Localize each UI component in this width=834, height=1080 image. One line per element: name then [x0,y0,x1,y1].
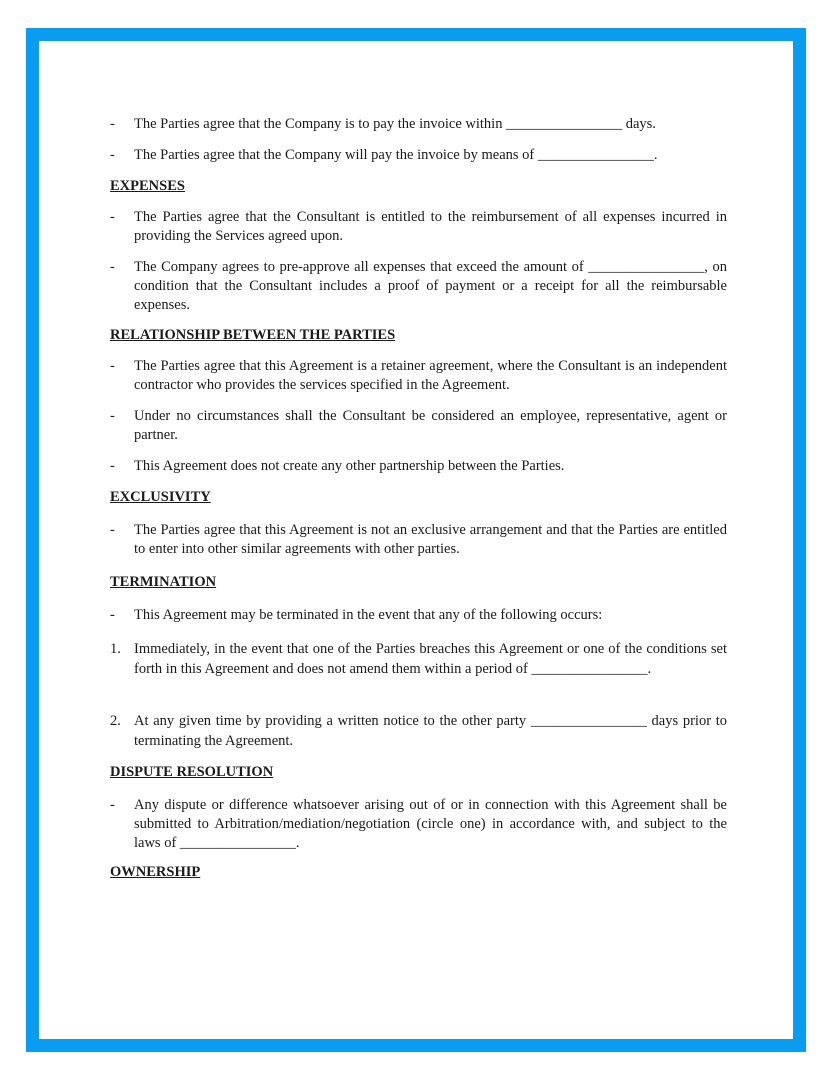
termination-item-1 [110,639,727,679]
paragraph-text: Under no circumstances shall the Consultant be considered an employee, representative, agent or partner. [134,408,727,443]
paragraph-text: This Agreement does not create any other partnership between the Parties. [134,458,565,474]
payment-method [110,146,727,165]
paragraph-text: Any dispute or difference whatsoever arising out of or in connection with this Agreement shall be submitted to Arbitration/mediation/negotiation (circle one) in accordance with, and subject to the laws of ________________. [134,797,727,851]
expenses-preapproval [110,258,727,315]
paragraph-text: This Agreement may be terminated in the event that any of the following occurs: [134,607,603,623]
relationship-no-partnership [110,457,727,476]
bullet-marker: - [110,358,115,374]
bullet-marker: - [110,259,115,275]
heading-ownership: OWNERSHIP [110,864,201,880]
relationship-retainer [110,357,727,395]
dispute-resolution-text [110,796,727,853]
bullet-marker: - [110,147,115,163]
exclusivity-text [110,521,727,559]
bullet-marker: - [110,408,115,424]
bullet-marker: - [110,797,115,813]
number-marker: 1. [110,641,121,657]
paragraph-text: The Parties agree that the Company will pay the invoice by means of ________________. [134,147,658,163]
termination-item-2 [110,711,727,751]
bullet-marker: - [110,209,115,225]
payment-terms-days [110,115,727,134]
bullet-marker: - [110,458,115,474]
heading-expenses: EXPENSES [110,178,185,194]
bullet-marker: - [110,607,115,623]
paragraph-text: The Parties agree that the Consultant is entitled to the reimbursement of all expenses incurred in providing the Services agreed upon. [134,209,727,244]
paragraph-text: The Parties agree that the Company is to pay the invoice within ________________ days. [134,116,656,132]
paragraph-text: The Company agrees to pre-approve all expenses that exceed the amount of ________________, on condition that the Consultant includes a proof of payment or a receipt for all the reimbursable expenses. [134,259,727,313]
heading-relationship: RELATIONSHIP BETWEEN THE PARTIES [110,327,396,343]
heading-termination: TERMINATION [110,574,217,590]
heading-exclusivity: EXCLUSIVITY [110,489,211,505]
bullet-marker: - [110,116,115,132]
relationship-not-employee [110,407,727,445]
paragraph-text: The Parties agree that this Agreement is a retainer agreement, where the Consultant is an independent contractor who provides the services specified in the Agreement. [134,358,727,393]
bullet-marker: - [110,522,115,538]
termination-intro [110,606,727,625]
number-marker: 2. [110,713,121,729]
paragraph-text: Immediately, in the event that one of the Parties breaches this Agreement or one of the conditions set forth in this Agreement and does not amend them within a period of ________________. [134,641,727,677]
paragraph-text: The Parties agree that this Agreement is not an exclusive arrangement and that the Parties are entitled to enter into other similar agreements with other parties. [134,522,727,557]
paragraph-text: At any given time by providing a written notice to the other party ________________ days prior to terminating the Agreement. [134,713,727,749]
expenses-reimbursement [110,208,727,246]
heading-dispute-resolution: DISPUTE RESOLUTION [110,764,274,780]
